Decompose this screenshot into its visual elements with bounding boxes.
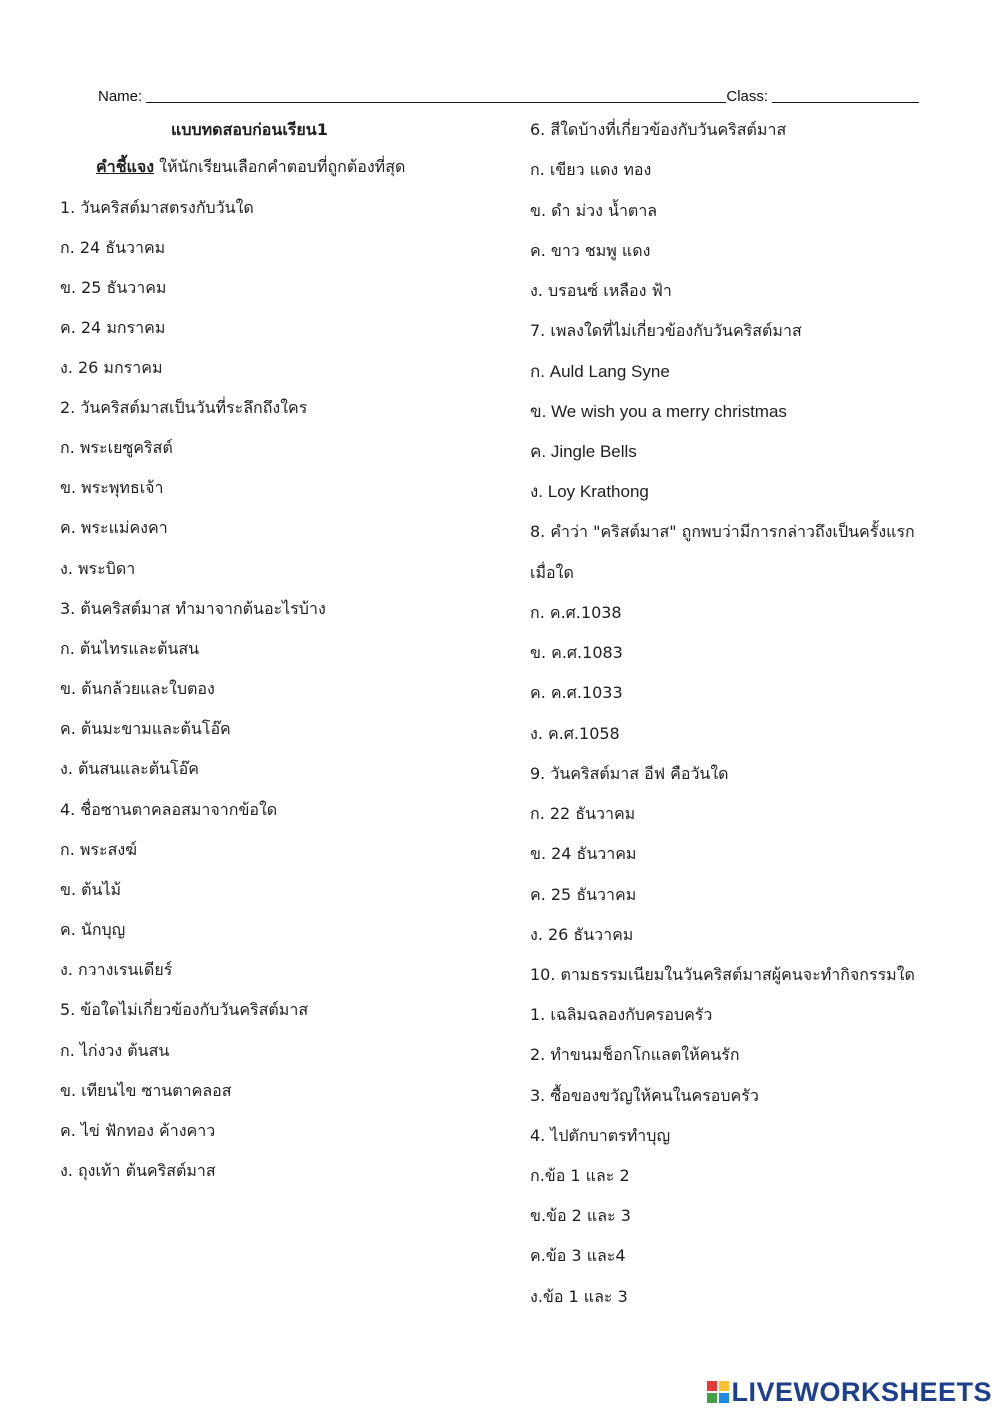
right-line: ข. ดำ ม่วง น้ำตาล [530,201,658,220]
left-line: ง. ต้นสนและต้นโอ๊ค [60,759,199,778]
right-line: 4. ไปตักบาตรทำบุญ [530,1126,671,1145]
left-line: ข. พระพุทธเจ้า [60,478,164,497]
left-line: ก. 24 ธันวาคม [60,238,166,257]
left-line: ก. พระเยซูคริสต์ [60,438,173,457]
right-line: ค. Jingle Bells [530,442,637,461]
right-line: ค. 25 ธันวาคม [530,885,637,904]
left-line: 1. วันคริสต์มาสตรงกับวันใด [60,198,254,217]
left-line: 4. ชื่อซานตาคลอสมาจากข้อใด [60,800,278,819]
right-line: 9. วันคริสต์มาส อีฟ คือวันใด [530,764,729,783]
left-line: ข. 25 ธันวาคม [60,278,167,297]
left-line: 2. วันคริสต์มาสเป็นวันที่ระลึกถึงใคร [60,398,308,417]
right-line: ง. บรอนซ์ เหลือง ฟ้า [530,281,672,300]
right-line: ค. ขาว ชมพู แดง [530,241,651,260]
right-line: ข.ข้อ 2 และ 3 [530,1206,631,1225]
right-line: ก. ค.ศ.1038 [530,603,622,622]
class-blank-line [772,87,919,103]
left-line: ง. พระบิดา [60,559,136,578]
right-line: 6. สีใดบ้างที่เกี่ยวข้องกับวันคริสต์มาส [530,120,787,139]
left-line: ก. ไก่งวง ต้นสน [60,1041,170,1060]
liveworksheets-logo-icon [707,1381,729,1403]
right-line: 2. ทำขนมช็อกโกแลตให้คนรัก [530,1045,740,1064]
left-line: ค. นักบุญ [60,920,126,939]
right-line: ข. We wish you a merry christmas [530,402,787,421]
right-line: ก. Auld Lang Syne [530,362,670,381]
name-label: Name: [98,88,143,105]
left-line: 3. ต้นคริสต์มาส ทำมาจากต้นอะไรบ้าง [60,599,326,618]
class-label: Class: [726,88,769,105]
left-line: ค. ไข่ ฟักทอง ค้างคาว [60,1121,216,1140]
left-line: ค. 24 มกราคม [60,318,166,337]
right-line: ก. 22 ธันวาคม [530,804,636,823]
right-line: ก. เขียว แดง ทอง [530,160,652,179]
right-line: 10. ตามธรรมเนียมในวันคริสต์มาสผู้คนจะทำกิจกรรมใด [530,965,915,984]
left-line: ค. ต้นมะขามและต้นโอ๊ค [60,719,231,738]
left-line: ข. ต้นกล้วยและใบตอง [60,679,215,698]
instruction [96,156,405,178]
right-line: 8. คำว่า "คริสต์มาส" ถูกพบว่ามีการกล่าวถึงเป็นครั้งแรก [530,522,915,541]
right-line: ค. ค.ศ.1033 [530,683,623,702]
right-line: ง.ข้อ 1 และ 3 [530,1287,628,1306]
right-line: ก.ข้อ 1 และ 2 [530,1166,630,1185]
right-line: เมื่อใด [530,563,574,582]
left-line: ข. ต้นไม้ [60,880,122,899]
right-line: 7. เพลงใดที่ไม่เกี่ยวข้องกับวันคริสต์มาส [530,321,802,340]
right-line: ง. ค.ศ.1058 [530,724,620,743]
name-class-header [98,87,928,105]
worksheet-title: แบบทดสอบก่อนเรียน1 [171,120,328,139]
name-blank-line [146,87,726,103]
left-line: ง. ถุงเท้า ต้นคริสต์มาส [60,1161,216,1180]
left-line: 5. ข้อใดไม่เกี่ยวข้องกับวันคริสต์มาส [60,1000,309,1019]
right-line: ง. 26 ธันวาคม [530,925,634,944]
right-line: ค.ข้อ 3 และ4 [530,1246,626,1265]
left-line: ง. 26 มกราคม [60,358,163,377]
left-line: ค. พระแม่คงคา [60,518,168,537]
left-line: ง. กวางเรนเดียร์ [60,960,173,979]
right-line: ข. ค.ศ.1083 [530,643,623,662]
liveworksheets-wordmark: LIVEWORKSHEETS [731,1376,992,1407]
right-line: ง. Loy Krathong [530,482,649,501]
right-line: ข. 24 ธันวาคม [530,844,637,863]
right-line: 1. เฉลิมฉลองกับครอบครัว [530,1005,713,1024]
left-line: ก. พระสงฆ์ [60,840,138,859]
liveworksheets-brand [707,1377,992,1407]
instruction-text: ให้นักเรียนเลือกคำตอบที่ถูกต้องที่สุด [154,157,406,176]
instruction-label: คำชี้แจง [96,157,155,176]
right-line: 3. ซื้อของขวัญให้คนในครอบครัว [530,1086,759,1105]
left-line: ข. เทียนไข ซานตาคลอส [60,1081,232,1100]
left-line: ก. ต้นไทรและต้นสน [60,639,200,658]
